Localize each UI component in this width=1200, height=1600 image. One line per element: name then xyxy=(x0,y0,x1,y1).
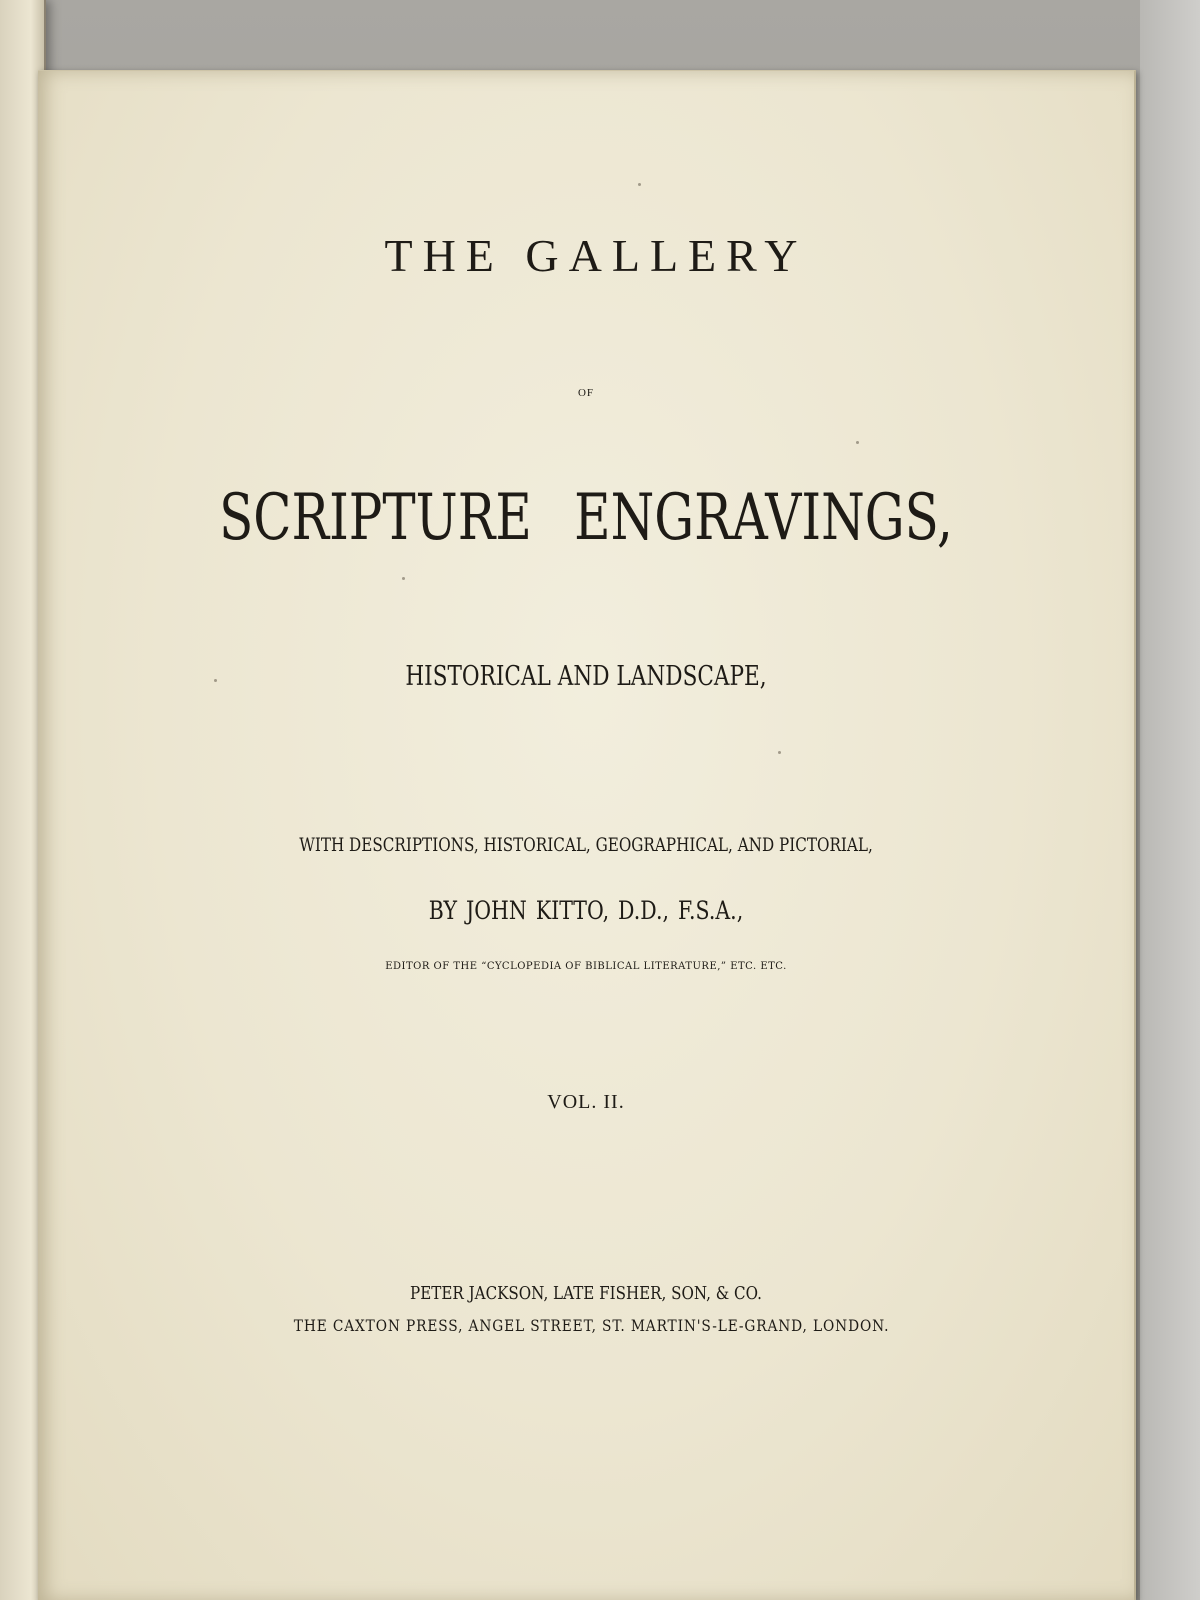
title-page xyxy=(38,70,1136,1600)
paper-speck xyxy=(778,751,781,754)
descriptions-line: WITH DESCRIPTIONS, HISTORICAL, GEOGRAPHICAL, AND PICTORIAL, xyxy=(299,834,873,856)
main-title: SCRIPTURE ENGRAVINGS, xyxy=(219,481,953,555)
paper-speck xyxy=(402,577,405,580)
editor-note: EDITOR OF THE “CYCLOPEDIA OF BIBLICAL LITERATURE,” ETC. ETC. xyxy=(385,961,787,972)
background-surface xyxy=(1140,0,1200,1600)
paper-speck xyxy=(638,183,641,186)
paper-speck xyxy=(214,679,217,682)
volume-number: VOL. II. xyxy=(547,1091,625,1113)
publisher-line: PETER JACKSON, LATE FISHER, SON, & CO. xyxy=(410,1283,762,1304)
title-page-content xyxy=(38,71,1134,1600)
title-of: OF xyxy=(577,387,595,399)
author-line: BY JOHN KITTO, D.D., F.S.A., xyxy=(428,896,744,925)
paper-speck xyxy=(856,441,859,444)
publisher-address: THE CAXTON PRESS, ANGEL STREET, ST. MARTIN'S-LE-GRAND, LONDON. xyxy=(293,1316,890,1335)
subtitle: HISTORICAL AND LANDSCAPE, xyxy=(405,661,767,692)
title-line-1: THE GALLERY xyxy=(384,230,808,281)
